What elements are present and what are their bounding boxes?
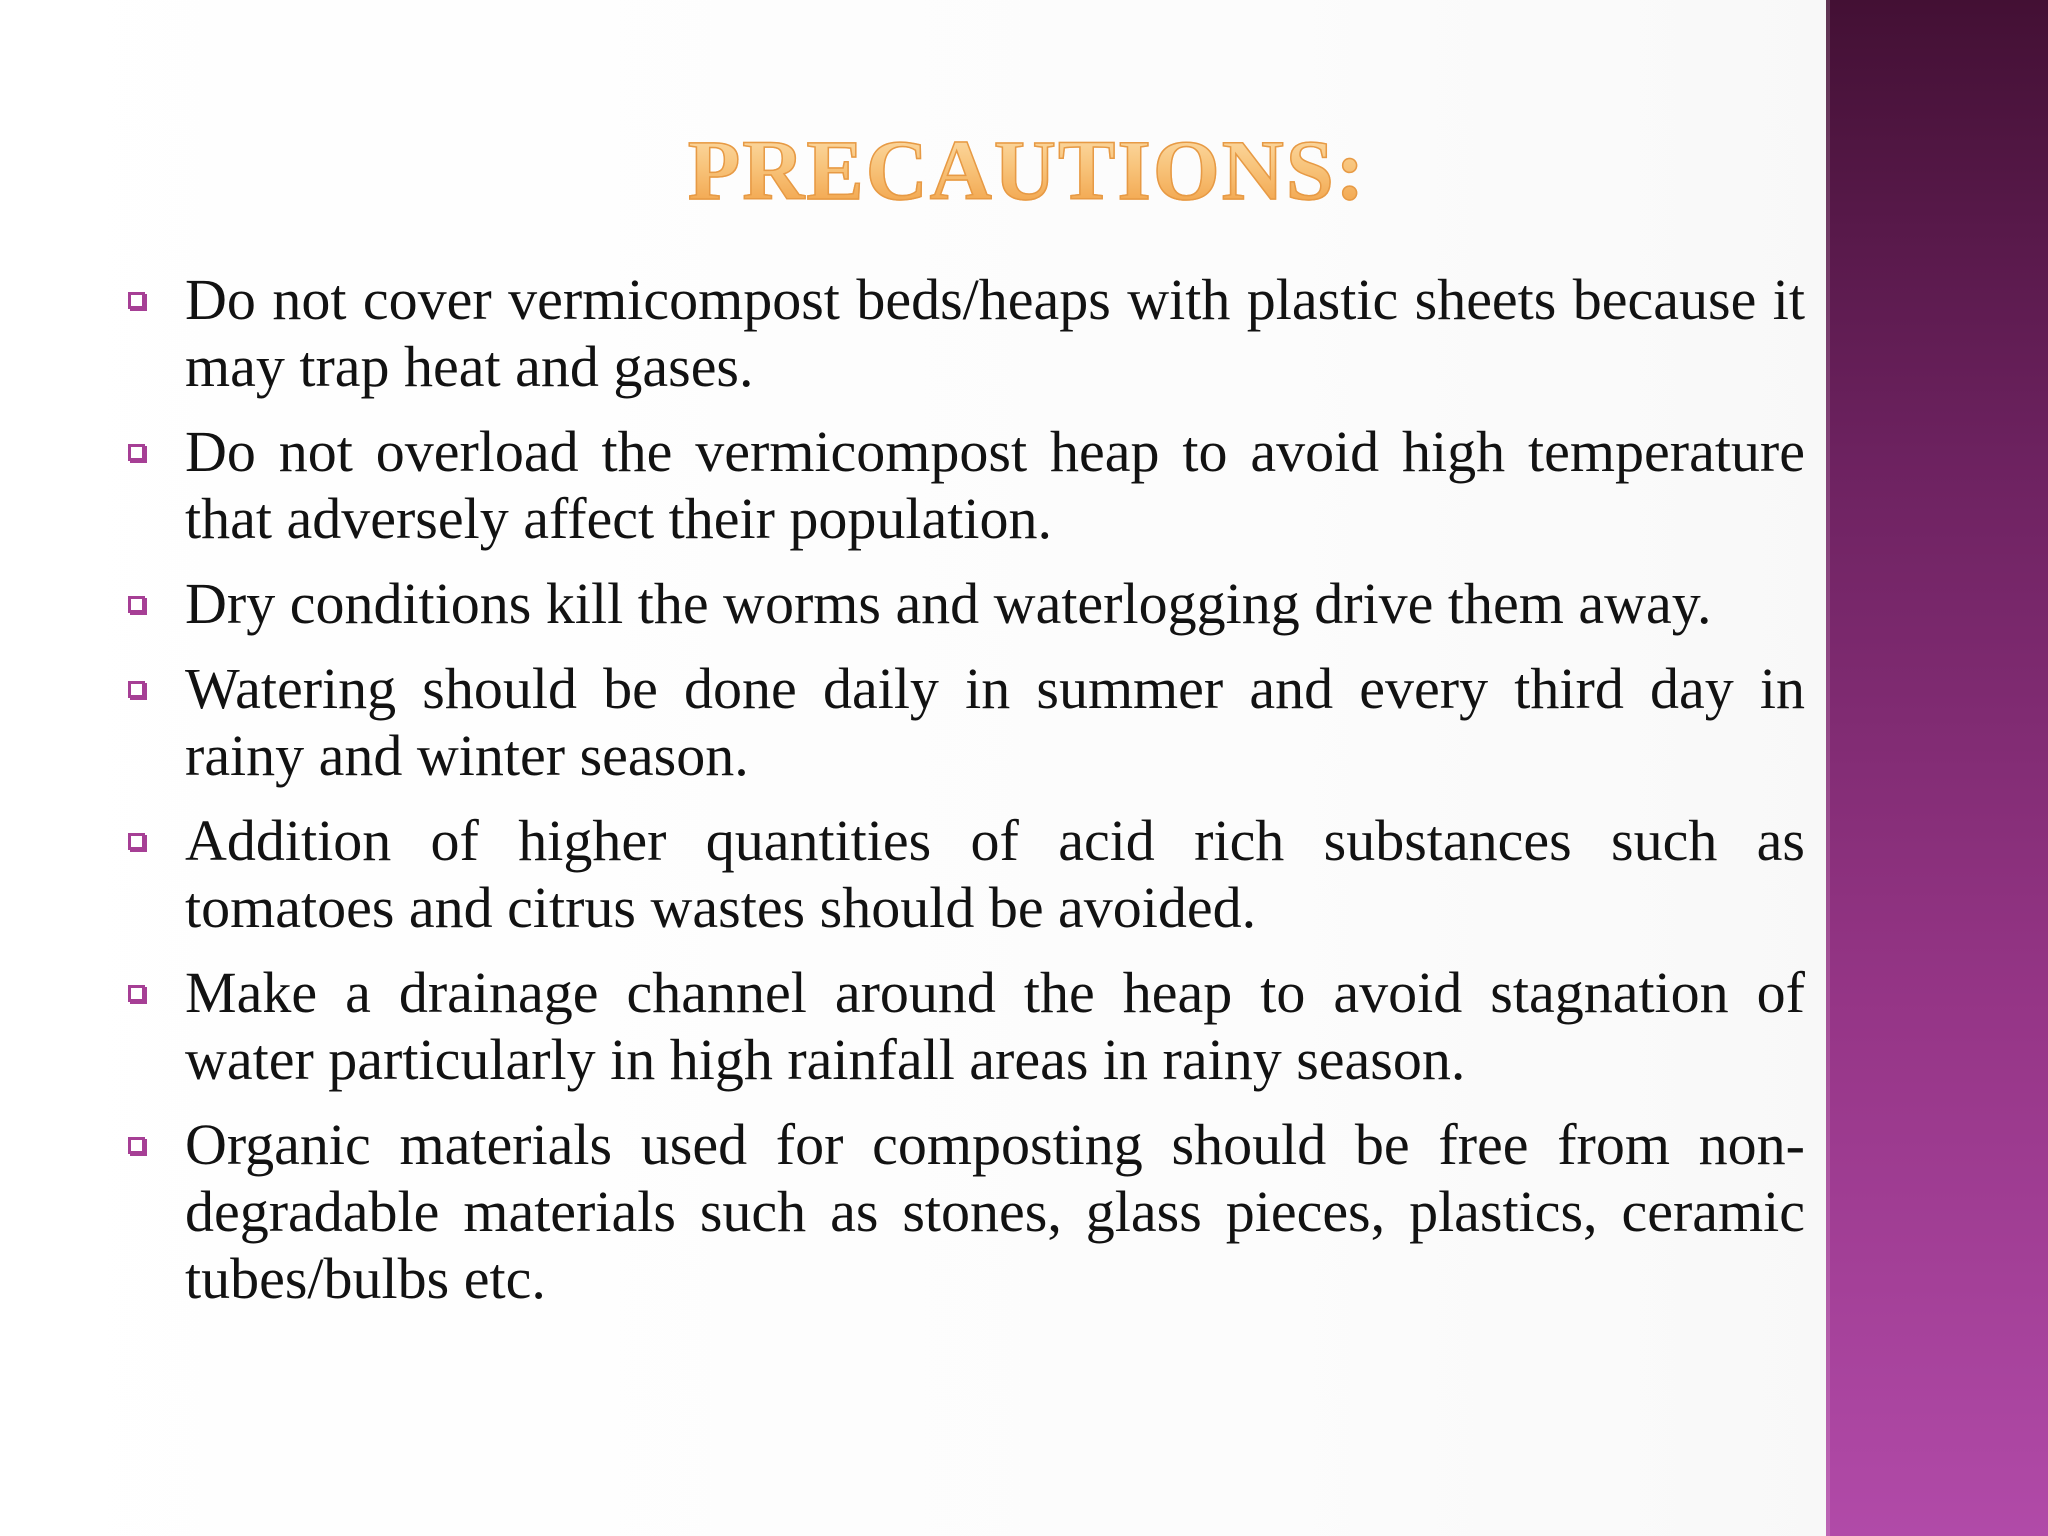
- list-item: [122, 1111, 1805, 1312]
- bullet-text: Watering should be done daily in summer and every third day in rainy and winter season.: [185, 656, 1805, 788]
- bullet-text: Organic materials used for composting should be free from non-degradable materials such as stones, glass pieces, plastics, ceramic tubes/bulbs etc.: [185, 1112, 1805, 1311]
- hollow-square-bullet-icon: [128, 681, 145, 698]
- hollow-square-bullet-icon: [128, 833, 145, 850]
- list-item: [122, 418, 1805, 552]
- bullet-text: Do not cover vermicompost beds/heaps with plastic sheets because it may trap heat and gases.: [185, 267, 1805, 399]
- bullet-text: Dry conditions kill the worms and waterlogging drive them away.: [185, 571, 1712, 636]
- slide-title-text: PRECAUTIONS:: [687, 122, 1367, 218]
- list-item: [122, 266, 1805, 400]
- slide-title: [0, 120, 2047, 220]
- hollow-square-bullet-icon: [128, 985, 145, 1002]
- precautions-list: [122, 266, 1805, 1330]
- bullet-text: Addition of higher quantities of acid rich substances such as tomatoes and citrus wastes should be avoided.: [185, 808, 1805, 940]
- list-item: [122, 570, 1805, 637]
- list-item: [122, 655, 1805, 789]
- hollow-square-bullet-icon: [128, 596, 145, 613]
- hollow-square-bullet-icon: [128, 292, 145, 309]
- bullet-text: Do not overload the vermicompost heap to avoid high temperature that adversely affect their population.: [185, 419, 1805, 551]
- list-item: [122, 959, 1805, 1093]
- hollow-square-bullet-icon: [128, 1137, 145, 1154]
- list-item: [122, 807, 1805, 941]
- bullet-text: Make a drainage channel around the heap to avoid stagnation of water particularly in high rainfall areas in rainy season.: [185, 960, 1805, 1092]
- hollow-square-bullet-icon: [128, 444, 145, 461]
- decorative-side-bar: [1826, 0, 2048, 1536]
